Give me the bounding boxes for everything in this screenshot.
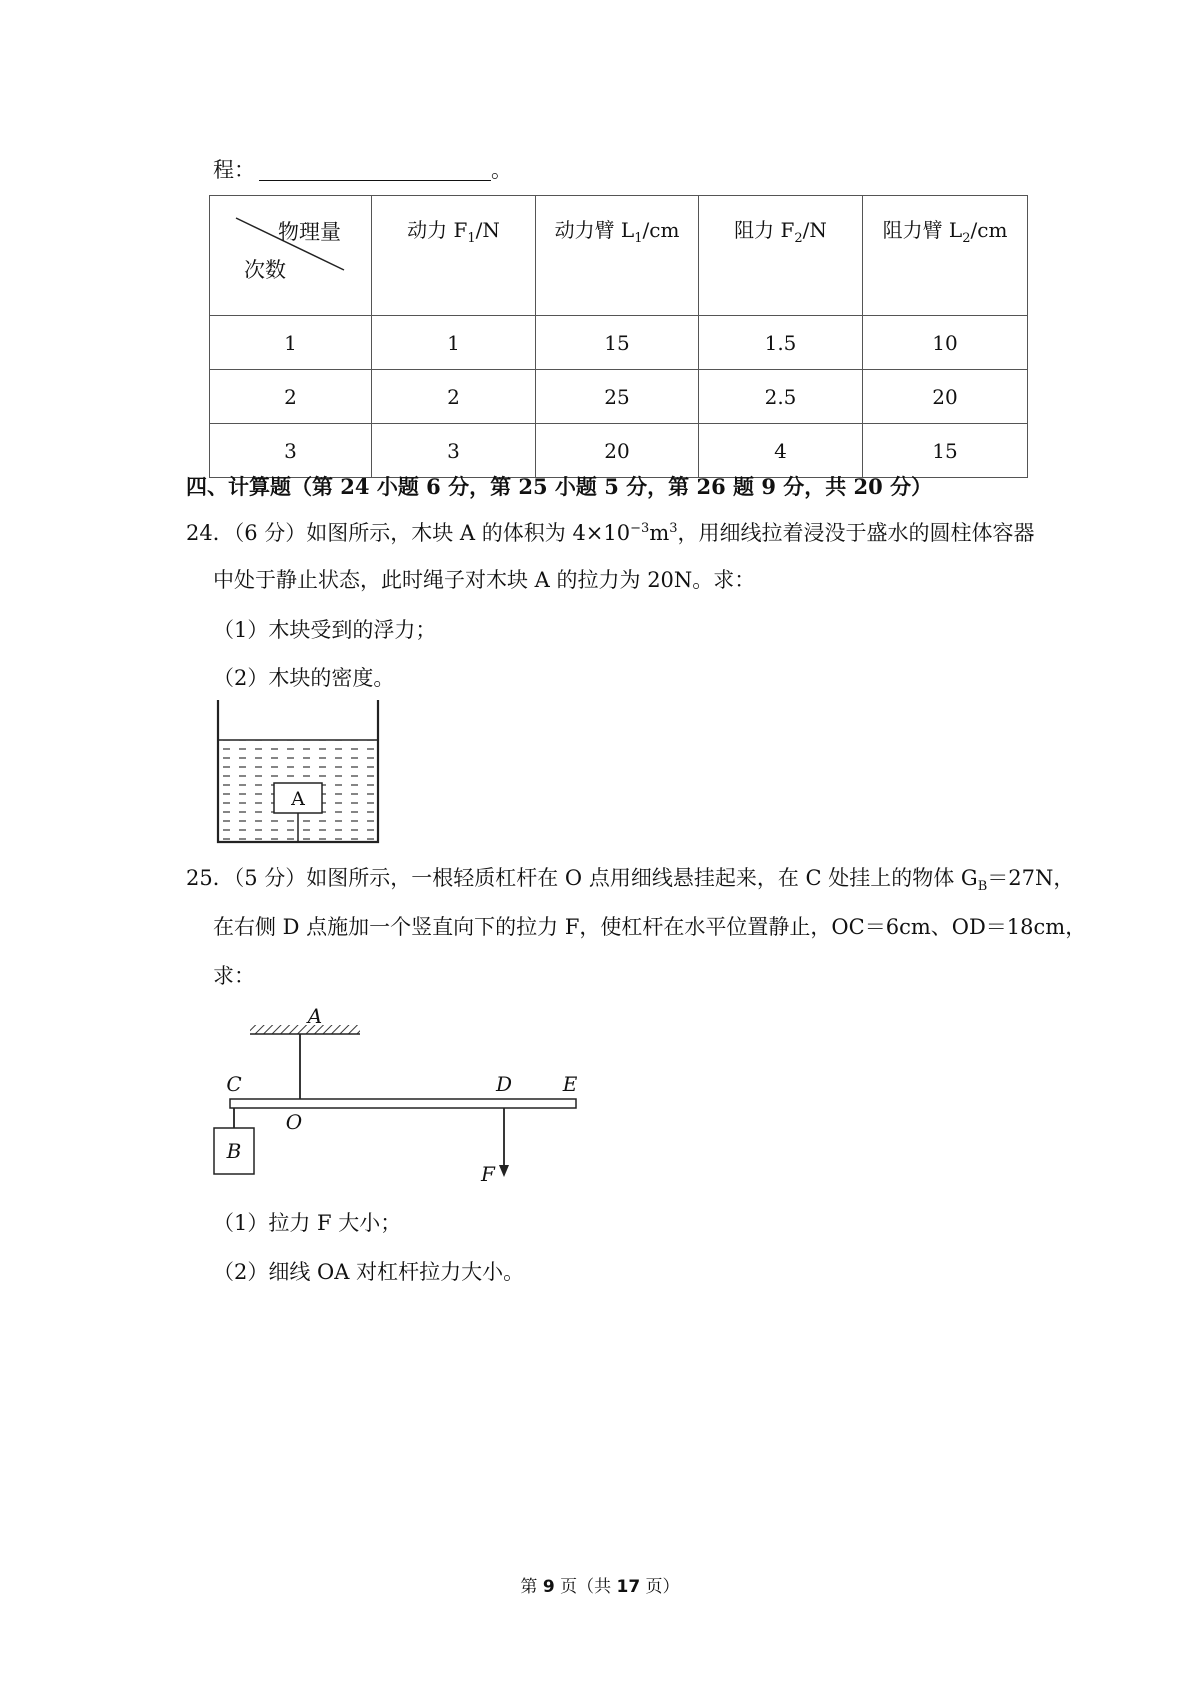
header-cell: 阻力 $F_2/N$ xyxy=(699,196,863,316)
table-cell: 2 xyxy=(210,370,372,424)
table-cell: 20 xyxy=(863,370,1028,424)
page-footer: 第 9 页（共 17 页） xyxy=(520,1577,680,1597)
table-cell: 15 xyxy=(863,424,1028,478)
answer-blank xyxy=(259,160,491,181)
q24-sub1: （1）木块受到的浮力； xyxy=(213,618,437,642)
table-cell: 1.5 xyxy=(699,316,863,370)
table-cell: 2 xyxy=(372,370,536,424)
container-figure xyxy=(205,700,395,850)
section-title: 四、计算题（第 24 小题 6 分，第 25 小题 5 分，第 26 题 9 分，共 20 分） xyxy=(186,474,933,499)
table-cell: 20 xyxy=(536,424,699,478)
block-label: A xyxy=(291,788,305,810)
header-cell: 动力 $F_1/N$ xyxy=(372,196,536,316)
table-cell: 10 xyxy=(863,316,1028,370)
experiment-table xyxy=(209,195,1028,478)
total-pages: 17 xyxy=(616,1577,641,1597)
answer-prefix: 程： xyxy=(213,158,255,182)
table-cell: 2.5 xyxy=(699,370,863,424)
label-a: A xyxy=(307,1004,323,1028)
label-e: E xyxy=(562,1072,578,1096)
label-o: O xyxy=(285,1110,303,1134)
diag-header-quantity: 物理量 xyxy=(278,220,341,244)
header-cell: 阻力臂 $L_2/cm$ xyxy=(863,196,1028,316)
label-b: B xyxy=(226,1139,242,1163)
lever-figure xyxy=(200,995,600,1195)
table-cell: 4 xyxy=(699,424,863,478)
q25-sub1: （1）拉力 F 大小； xyxy=(213,1211,402,1235)
diagonal-header-cell xyxy=(210,196,372,316)
label-c: C xyxy=(226,1072,242,1096)
q24-sub2: （2）木块的密度。 xyxy=(213,666,395,690)
table-cell: 1 xyxy=(372,316,536,370)
table-row xyxy=(210,316,1028,370)
label-d: D xyxy=(495,1072,513,1096)
table-cell: 25 xyxy=(536,370,699,424)
table-cell: 3 xyxy=(372,424,536,478)
header-cell: 动力臂 $L_1/cm$ xyxy=(536,196,699,316)
q25-line1: 25．（5 分）如图所示，一根轻质杠杆在 O 点用细线悬挂起来，在 C 处挂上的物体 $G_B=27N$， xyxy=(186,866,1075,895)
table-cell: 1 xyxy=(210,316,372,370)
page-number: 9 xyxy=(542,1577,555,1597)
force-arrow-head xyxy=(499,1165,509,1177)
answer-suffix: 。 xyxy=(491,158,512,182)
table-row xyxy=(210,424,1028,478)
q25-line2: 在右侧 D 点施加一个竖直向下的拉力 F，使杠杆在水平位置静止，OC＝6cm、OD＝18cm， xyxy=(213,915,1087,939)
table-cell: 15 xyxy=(536,316,699,370)
diag-header-trial: 次数 xyxy=(244,258,286,282)
table-row xyxy=(210,370,1028,424)
lever-bar xyxy=(230,1099,576,1108)
q24-line2: 中处于静止状态，此时绳子对木块 A 的拉力为 20N。求： xyxy=(213,568,756,592)
q25-line3: 求： xyxy=(213,964,255,988)
ceiling xyxy=(250,1025,360,1034)
answer-line xyxy=(213,160,512,181)
table-header-row xyxy=(210,196,1028,316)
q24-line1: 24．（6 分）如图所示，木块 A 的体积为 $4\times 10^{-3}m^3$，用细线拉着浸没于盛水的圆柱体容器 xyxy=(186,521,1035,545)
table-cell: 3 xyxy=(210,424,372,478)
label-f: F xyxy=(481,1162,495,1186)
q25-sub2: （2）细线 OA 对杠杆拉力大小。 xyxy=(213,1260,525,1284)
diagonal-line xyxy=(210,196,372,297)
